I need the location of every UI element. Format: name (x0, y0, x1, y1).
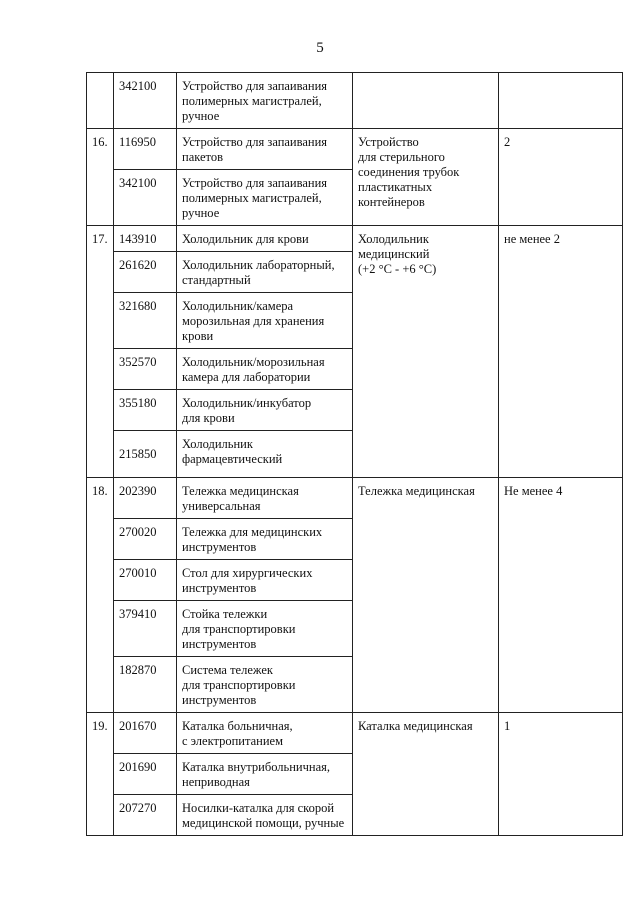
item-code: 379410 (114, 601, 177, 657)
item-code: 202390 (114, 478, 177, 519)
item-code: 207270 (114, 795, 177, 836)
item-name: Стойка тележки для транспортировки инструментов (177, 601, 353, 657)
equipment-quantity: не менее 2 (499, 226, 623, 478)
item-code: 270020 (114, 519, 177, 560)
item-code: 215850 (114, 431, 177, 478)
item-name: Устройство для запаивания пакетов (177, 129, 353, 170)
item-code: 355180 (114, 390, 177, 431)
page-number: 5 (316, 40, 324, 56)
item-code: 342100 (114, 73, 177, 129)
item-code: 270010 (114, 560, 177, 601)
equipment-type (353, 73, 499, 129)
equipment-quantity: 2 (499, 129, 623, 226)
item-name: Система тележек для транспортировки инструментов (177, 657, 353, 713)
item-name: Холодильник/инкубатор для крови (177, 390, 353, 431)
equipment-type: Тележка медицинская (353, 478, 499, 713)
item-name: Холодильник/морозильная камера для лаборатории (177, 349, 353, 390)
item-code: 261620 (114, 252, 177, 293)
item-name: Каталка внутрибольничная, неприводная (177, 754, 353, 795)
equipment-table (86, 72, 623, 836)
item-name: Носилки-каталка для скорой медицинской помощи, ручные (177, 795, 353, 836)
table-row (87, 713, 623, 754)
item-name: Холодильник/камера морозильная для хранения крови (177, 293, 353, 349)
equipment-type: Устройство для стерильного соединения трубок пластикатных контейнеров (353, 129, 499, 226)
item-name: Холодильник для крови (177, 226, 353, 252)
table-row (87, 226, 623, 252)
item-code: 201670 (114, 713, 177, 754)
item-name: Стол для хирургических инструментов (177, 560, 353, 601)
item-code: 143910 (114, 226, 177, 252)
item-name: Каталка больничная, с электропитанием (177, 713, 353, 754)
item-code: 321680 (114, 293, 177, 349)
item-name: Устройство для запаивания полимерных магистралей, ручное (177, 73, 353, 129)
equipment-quantity (499, 73, 623, 129)
row-number: 18. (87, 478, 114, 713)
item-name: Холодильник фармацевтический (177, 431, 353, 478)
item-name: Тележка для медицинских инструментов (177, 519, 353, 560)
item-name: Устройство для запаивания полимерных магистралей, ручное (177, 170, 353, 226)
table-row (87, 129, 623, 170)
equipment-type: Каталка медицинская (353, 713, 499, 836)
table-row (87, 73, 623, 129)
item-code: 116950 (114, 129, 177, 170)
row-number (87, 73, 114, 129)
item-code: 352570 (114, 349, 177, 390)
item-name: Холодильник лабораторный, стандартный (177, 252, 353, 293)
table-row (87, 478, 623, 519)
row-number: 16. (87, 129, 114, 226)
item-code: 342100 (114, 170, 177, 226)
row-number: 19. (87, 713, 114, 836)
equipment-quantity: 1 (499, 713, 623, 836)
equipment-quantity: Не менее 4 (499, 478, 623, 713)
item-code: 182870 (114, 657, 177, 713)
item-name: Тележка медицинская универсальная (177, 478, 353, 519)
row-number: 17. (87, 226, 114, 478)
item-code: 201690 (114, 754, 177, 795)
equipment-type: Холодильник медицинский (+2 °C - +6 °C) (353, 226, 499, 478)
